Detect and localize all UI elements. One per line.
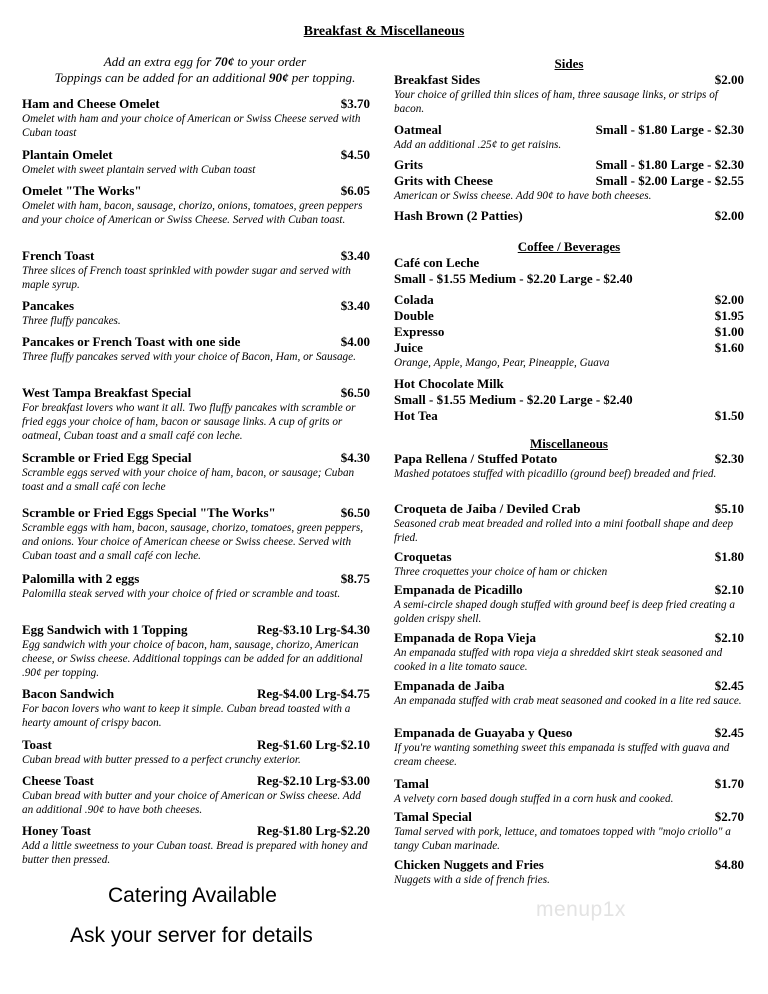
- menu-item: Empanada de Picadillo $2.10 A semi-circle shaped dough stuffed with ground beef is deep fried creating a golden crispy shell.: [394, 582, 744, 625]
- menu-item: Croquetas $1.80 Three croquettes your choice of ham or chicken: [394, 549, 744, 578]
- menu-item: Scramble or Fried Eggs Special "The Works" $6.50 Scramble eggs with ham, bacon, sausage, chorizo, tomatoes, green peppers, and onions. Your choice of American cheese or Swiss cheese. Served with Cuban toast and a small café con leche.: [22, 505, 370, 562]
- menu-item: Pancakes or French Toast with one side $4.00 Three fluffy pancakes served with your choice of Bacon, Ham, or Sausage.: [22, 334, 370, 363]
- menu-item: Breakfast Sides $2.00 Your choice of grilled thin slices of ham, three sausage links, or strips of bacon.: [394, 72, 744, 115]
- menu-item: Small - $1.55 Medium - $2.20 Large - $2.40: [394, 271, 633, 286]
- menu-item: Small - $1.55 Medium - $2.20 Large - $2.40: [394, 392, 633, 407]
- menu-item: Hot Tea $1.50: [394, 408, 744, 423]
- watermark: menup1x: [536, 898, 626, 921]
- coffee-heading: Coffee / Beverages: [517, 239, 621, 254]
- menu-item: Scramble or Fried Egg Special $4.30 Scramble eggs served with your choice of ham, bacon, or sausage; Cuban toast and a small café con leche: [22, 450, 370, 493]
- menu-item: Croqueta de Jaiba / Deviled Crab $5.10 Seasoned crab meat breaded and rolled into a mini football shape and deep fried.: [394, 501, 744, 544]
- menu-item: Oatmeal Small - $1.80 Large - $2.30 Add an additional .25¢ to get raisins.: [394, 122, 744, 151]
- menu-item: Palomilla with 2 eggs $8.75 Palomilla steak served with your choice of fried or scramble and toast.: [22, 571, 370, 600]
- menu-item: Grits with Cheese Small - $2.00 Large - $2.55 American or Swiss cheese. Add 90¢ to have both cheeses.: [394, 173, 744, 202]
- menu-item: Expresso $1.00: [394, 324, 744, 339]
- menu-item: Omelet "The Works" $6.05 Omelet with ham, bacon, sausage, chorizo, onions, tomatoes, green peppers and your choice of American or Swiss Cheese. Served with Cuban toast.: [22, 183, 370, 226]
- menu-item: Double $1.95: [394, 308, 744, 323]
- misc-heading: Miscellaneous: [530, 436, 608, 451]
- menu-item: Hash Brown (2 Patties) $2.00: [394, 208, 744, 223]
- menu-item: Bacon Sandwich Reg-$4.00 Lrg-$4.75 For bacon lovers who want to keep it simple. Cuban bread toasted with a hearty amount of crispy bacon.: [22, 686, 370, 729]
- menu-item: Grits Small - $1.80 Large - $2.30: [394, 157, 744, 172]
- menu-item: Toast Reg-$1.60 Lrg-$2.10 Cuban bread with butter pressed to a perfect crunchy exterior.: [22, 737, 370, 766]
- menu-item: Empanada de Guayaba y Queso $2.45 If you're wanting something sweet this empanada is stuffed with guava and cream cheese.: [394, 725, 744, 768]
- intro-topping-note: Toppings can be added for an additional 90¢ per topping.: [54, 70, 356, 85]
- menu-item: Pancakes $3.40 Three fluffy pancakes.: [22, 298, 370, 327]
- menu-item: Egg Sandwich with 1 Topping Reg-$3.10 Lrg-$4.30 Egg sandwich with your choice of bacon, ham, sausage, chorizo, American cheese, or Swiss cheese. Additional toppings can be added for an additional .90¢ per topping.: [22, 622, 370, 679]
- menu-item: Papa Rellena / Stuffed Potato $2.30 Mashed potatoes stuffed with picadillo (ground beef) breaded and fried.: [394, 451, 744, 480]
- menu-item: Juice $1.60 Orange, Apple, Mango, Pear, Pineapple, Guava: [394, 340, 744, 369]
- menu-item: French Toast $3.40 Three slices of French toast sprinkled with powder sugar and served with maple syrup.: [22, 248, 370, 291]
- page-title: Breakfast & Miscellaneous: [303, 24, 465, 39]
- menu-item: Chicken Nuggets and Fries $4.80 Nuggets with a side of french fries.: [394, 857, 744, 886]
- menu-item: Tamal $1.70 A velvety corn based dough stuffed in a corn husk and cooked.: [394, 776, 744, 805]
- menu-item: Tamal Special $2.70 Tamal served with pork, lettuce, and tomatoes topped with "mojo criollo" a tangy Cuban marinade.: [394, 809, 744, 852]
- menu-item: Honey Toast Reg-$1.80 Lrg-$2.20 Add a little sweetness to your Cuban toast. Bread is prepared with honey and butter then pressed.: [22, 823, 370, 866]
- menu-item: Ham and Cheese Omelet $3.70 Omelet with ham and your choice of American or Swiss Cheese served with Cuban toast: [22, 96, 370, 139]
- menu-item: Cheese Toast Reg-$2.10 Lrg-$3.00 Cuban bread with butter and your choice of American or Swiss cheese. Add an additional .90¢ to have both cheeses.: [22, 773, 370, 816]
- catering-subtext: Ask your server for details: [70, 924, 313, 947]
- menu-item: Empanada de Ropa Vieja $2.10 An empanada stuffed with ropa vieja a shredded skirt steak seasoned and cooked in a lite tomato sauce.: [394, 630, 744, 673]
- menu-item: Hot Chocolate Milk: [394, 376, 504, 391]
- menu-item: West Tampa Breakfast Special $6.50 For breakfast lovers who want it all. Two fluffy pancakes with scramble or fried eggs your choice of ham, bacon or sausage links. A cup of grits or oatmeal, Cuban toast and a small café con leche.: [22, 385, 370, 442]
- menu-item: Empanada de Jaiba $2.45 An empanada stuffed with crab meat seasoned and cooked in a lite red sauce.: [394, 678, 744, 707]
- intro-egg-note: Add an extra egg for 70¢ to your order: [103, 54, 307, 69]
- menu-item: Plantain Omelet $4.50 Omelet with sweet plantain served with Cuban toast: [22, 147, 370, 176]
- breakfast-column: [22, 0, 370, 994]
- sides-heading: Sides: [554, 56, 584, 71]
- sides-beverages-column: [394, 0, 744, 994]
- menu-item: Colada $2.00: [394, 292, 744, 307]
- menu-item: Café con Leche: [394, 255, 480, 270]
- catering-heading: Catering Available: [108, 884, 277, 907]
